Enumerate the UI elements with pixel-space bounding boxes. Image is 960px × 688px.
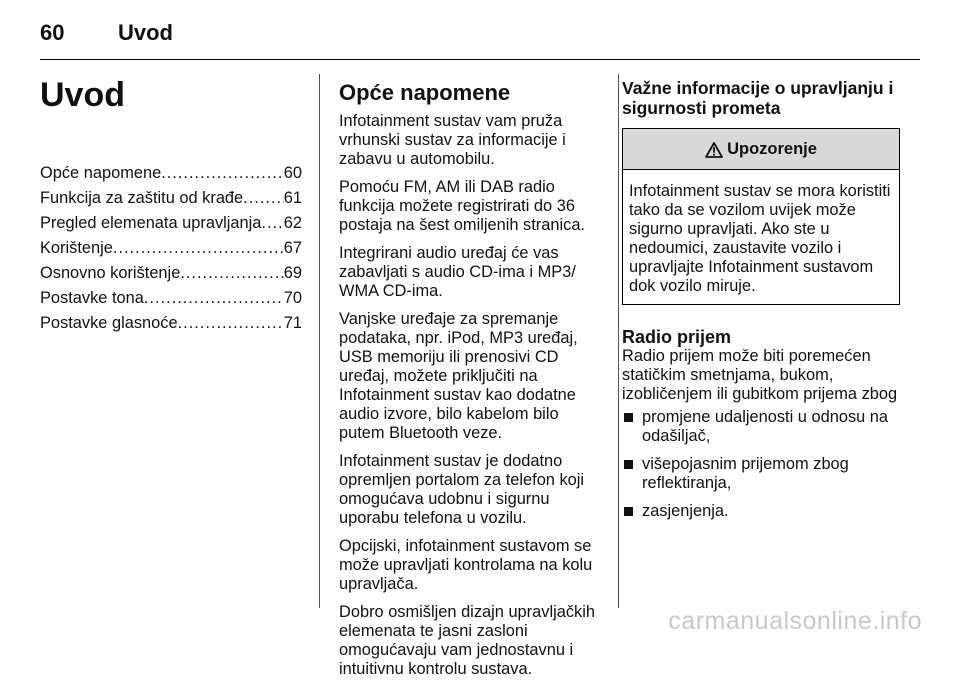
toc-entry-label: Postavke glasnoće xyxy=(40,314,178,332)
toc-entry-label: Osnovno korištenje xyxy=(40,264,181,282)
header-rule xyxy=(40,59,920,60)
toc-entry-page: 62 xyxy=(283,214,302,232)
paragraph: Infotainment sustav vam pruža vrhunski sustav za informacije i zabavu u automobilu. xyxy=(339,112,566,168)
toc-leader-dots xyxy=(161,164,284,183)
page-number: 60 xyxy=(40,20,65,45)
warning-text: Infotainment sustav se mora koristiti tako da se vozilom uvijek može sigurno upravljati. Ako ste u nedoumici, zaustavite vozilo i upravljajte Infotainment sustavom dok vozilo miruje. xyxy=(629,182,891,295)
section-heading: Važne informacije o upravljanju i sigurnosti prometa xyxy=(622,78,894,118)
running-header-section: Uvod xyxy=(118,20,173,45)
list-item: zasjenjenja. xyxy=(622,502,900,521)
column-divider-right xyxy=(618,74,619,608)
toc-entry-label: Postavke tona xyxy=(40,289,144,307)
bullet-list xyxy=(622,408,900,521)
toc-column xyxy=(40,68,302,339)
paragraph: Infotainment sustav je dodatno opremljen portalom za telefon koji omogućava udobnu i sigurnu uporabu telefona u vozilu. xyxy=(339,452,585,527)
paragraph: Vanjske uređaje za spremanje podataka, npr. iPod, MP3 uređaj, USB memoriju ili prenosivi CD uređaj, možete priključiti na Infotainment sustav kao dodatne audio izvore, bilo kabelom bilo putem Bluetooth veze. xyxy=(339,310,578,442)
warning-title: Upozorenje xyxy=(727,139,817,158)
toc-entry[interactable] xyxy=(40,164,302,189)
general-notes-column xyxy=(339,68,604,688)
section-heading: Opće napomene xyxy=(339,80,511,105)
toc-leader-dots xyxy=(113,239,284,258)
paragraph: Pomoću FM, AM ili DAB radio funkcija možete registrirati do 36 postaja na šest omiljenih stranica. xyxy=(339,178,585,234)
toc-leader-dots xyxy=(144,289,284,308)
table-of-contents xyxy=(40,164,302,339)
watermark: carmanualsonline.info xyxy=(668,607,922,635)
toc-entry-label: Pregled elemenata upravljanja xyxy=(40,214,262,232)
chapter-title: Uvod xyxy=(40,76,125,114)
paragraph: Dobro osmišljen dizajn upravljačkih elemenata te jasni zasloni omogućavaju vam jednostavnu i intuitivnu kontrolu sustava. xyxy=(339,603,595,678)
warning-header xyxy=(623,129,899,170)
toc-entry-page: 71 xyxy=(283,314,302,332)
toc-entry[interactable] xyxy=(40,289,302,314)
list-item: promjene udaljenosti u odnosu na odašiljač, xyxy=(622,408,900,446)
toc-entry-page: 67 xyxy=(283,239,302,257)
toc-entry-page: 70 xyxy=(283,289,302,307)
warning-triangle-icon xyxy=(705,142,723,158)
toc-leader-dots xyxy=(261,214,283,233)
toc-entry[interactable] xyxy=(40,189,302,214)
toc-entry-label: Funkcija za zaštitu od krađe xyxy=(40,189,244,207)
paragraph: Radio prijem može biti poremećen statičkim smetnjama, bukom, izobličenjem ili gubitkom prijema zbog xyxy=(622,347,898,403)
toc-entry-page: 61 xyxy=(283,189,302,207)
safety-column xyxy=(622,68,900,530)
toc-entry[interactable] xyxy=(40,239,302,264)
paragraph: Opcijski, infotainment sustavom se može upravljati kontrolama na kolu upravljača. xyxy=(339,537,593,593)
toc-entry-label: Opće napomene xyxy=(40,164,162,182)
subsection-heading: Radio prijem xyxy=(622,327,732,347)
toc-entry-label: Korištenje xyxy=(40,239,113,257)
toc-entry[interactable] xyxy=(40,264,302,289)
paragraph: Integrirani audio uređaj će vas zabavljati s audio CD-ima i MP3/ WMA CD-ima. xyxy=(339,244,576,300)
toc-entry[interactable] xyxy=(40,214,302,239)
toc-leader-dots xyxy=(243,189,284,208)
warning-box xyxy=(622,128,900,305)
list-item: višepojasnim prijemom zbog reflektiranja, xyxy=(622,455,900,493)
toc-entry-page: 69 xyxy=(283,264,302,282)
column-divider-left xyxy=(319,74,320,608)
toc-leader-dots xyxy=(178,314,284,333)
toc-leader-dots xyxy=(180,264,283,283)
toc-entry[interactable] xyxy=(40,314,302,339)
toc-entry-page: 60 xyxy=(283,164,302,182)
